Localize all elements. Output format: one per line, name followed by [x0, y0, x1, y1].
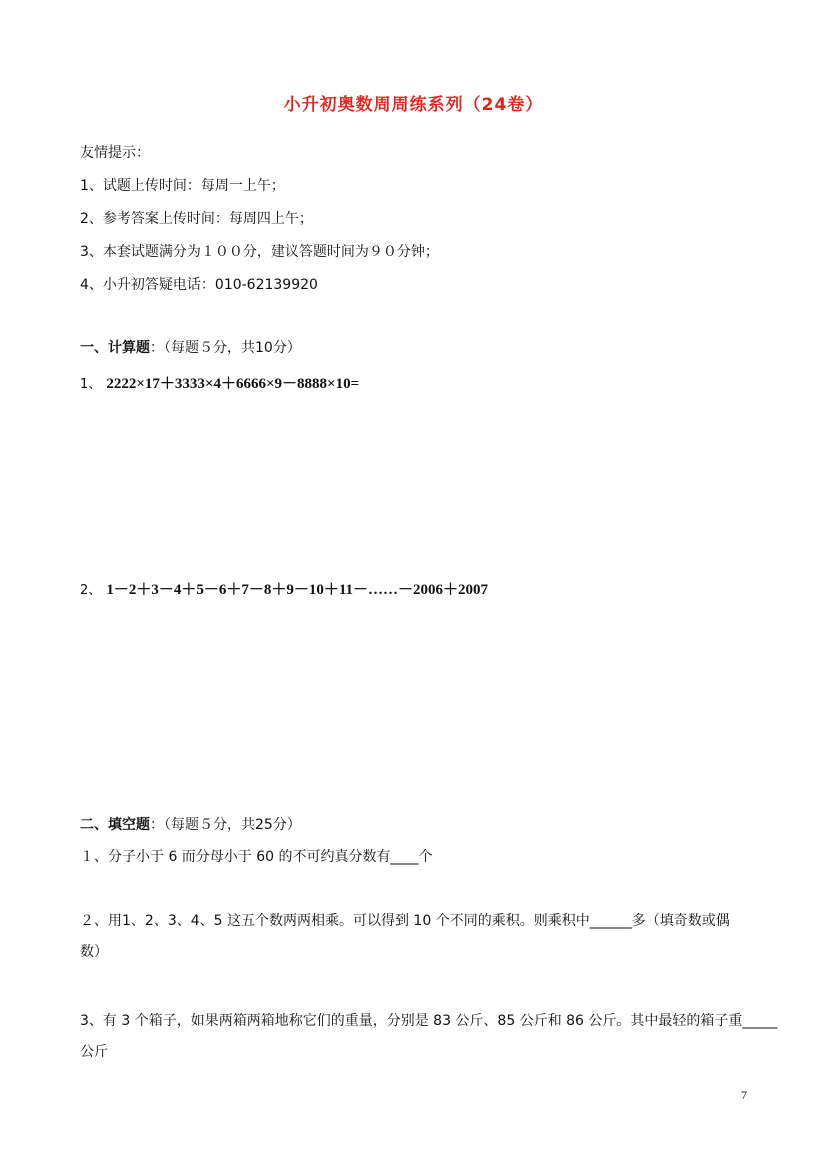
fill-question-1: １、分子小于 6 而分母小于 60 的不可约真分数有____个 [80, 849, 433, 865]
section-1-heading [80, 337, 301, 357]
question-number: 2、 [80, 583, 102, 598]
math-expression: 1－2＋3－4＋5－6＋7－8＋9－10＋11－……－2006＋2007 [106, 582, 489, 598]
section-2-title: 二、填空题 [80, 817, 150, 833]
tip-item-4: 4、小升初答疑电话：010-62139920 [80, 277, 318, 293]
section-2-note: ：（每题５分，共25分） [150, 817, 301, 833]
calc-question-1 [80, 372, 359, 393]
math-expression: 2222×17＋3333×4＋6666×9－8888×10= [106, 376, 360, 392]
question-number: 1、 [80, 377, 102, 392]
fill-question-2-line-2: 数） [80, 944, 108, 960]
fill-question-3-line-2: 公斤 [80, 1044, 108, 1060]
calc-question-2 [80, 578, 488, 599]
section-1-title: 一、计算题 [80, 340, 150, 356]
tip-item-3: 3、本套试题满分为１００分，建议答题时间为９０分钟； [80, 244, 439, 260]
tips-heading: 友情提示： [80, 145, 150, 161]
tip-item-1: 1、试题上传时间：每周一上午； [80, 178, 285, 194]
fill-question-3-line-1: 3、有 3 个箱子，如果两箱两箱地称它们的重量，分别是 83 公斤、85 公斤和 86 公斤。其中最轻的箱子重_____ [80, 1013, 778, 1029]
tip-item-2: 2、参考答案上传时间：每周四上午； [80, 211, 313, 227]
section-2-heading [80, 814, 301, 834]
page-number: 7 [741, 1088, 747, 1102]
fill-question-2-line-1: ２、用1、2、3、4、5 这五个数两两相乘。可以得到 10 个不同的乘积。则乘积中______多（填奇数或偶 [80, 913, 730, 929]
page-title: 小升初奥数周周练系列（24卷） [283, 95, 544, 115]
section-1-note: ：（每题５分，共10分） [150, 340, 301, 356]
